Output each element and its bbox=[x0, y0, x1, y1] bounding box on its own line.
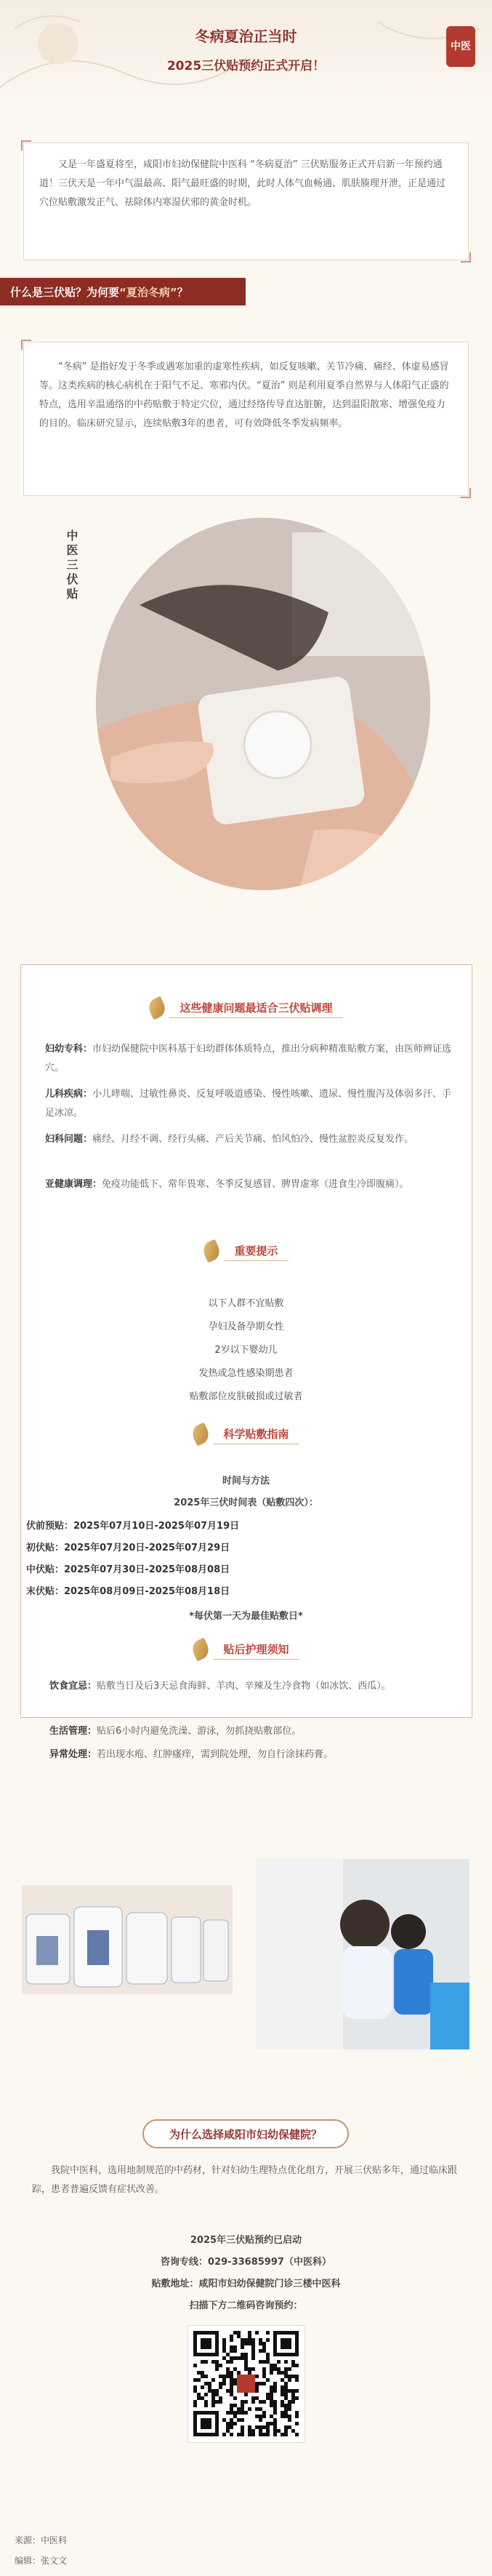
schedule-row: 中伏贴：2025年07月30日-2025年08月08日 bbox=[26, 1564, 230, 1575]
intro-paragraph: 又是一年盛夏将至，咸阳市妇幼保健院中医科 “冬病夏治” 三伏贴服务正式开启新一年预约通道！三伏天是一年中气温最高、阳气最旺盛的时期，此时人体气血畅通、肌肤腠理开泄，正是通过穴位贴敷激发正气、祛除体内寒湿伏邪的黄金时机。 bbox=[39, 159, 446, 208]
item-text: 小儿哮喘、过敏性鼻炎、反复呼吸道感染、慢性咳嗽、遗尿、慢性腹泻及体弱多汗、手足冰凉。 bbox=[45, 1089, 452, 1119]
corner-ornament bbox=[461, 252, 471, 263]
treatment-illustration bbox=[256, 1859, 469, 2049]
schedule-note: *每伏第一天为最佳贴敷日* bbox=[189, 1611, 303, 1622]
leaf-icon bbox=[201, 1239, 223, 1263]
tcm-seal: 中医 bbox=[446, 26, 475, 67]
schedule-heading bbox=[0, 1424, 492, 1444]
patch-illustration bbox=[96, 518, 430, 890]
suitable-heading-text: 这些健康问题最适合三伏贴调理 bbox=[169, 998, 342, 1018]
footer-source: 来源：中医科 bbox=[15, 2535, 68, 2545]
corner-ornament bbox=[461, 488, 471, 498]
qr-code-graphic bbox=[188, 2326, 305, 2442]
jars-illustration bbox=[22, 1885, 233, 1994]
item-text: 贴敷当日及后3天忌食海鲜、羊肉、辛辣及生冷食物（如冰饮、西瓜）。 bbox=[97, 1681, 391, 1692]
question-tail: ？ bbox=[177, 285, 188, 299]
question-accent: “夏治冬病” bbox=[119, 285, 177, 299]
suitable-item bbox=[45, 1040, 452, 1078]
suitable-item bbox=[45, 1130, 452, 1149]
suitable-heading bbox=[0, 998, 492, 1018]
definition-paragraph: “冬病” 是指好发于冬季或遇寒加重的虚寒性疾病，如反复咳嗽、关节冷痛、痛经、体虚易感冒等。这类疾病的核心病机在于阳气不足、寒邪内伏。“夏治” 则是利用夏季自然界与人体阳气正盛的特点，选用辛温通络的中药贴敷于特定穴位，通过经络传导直达脏腑，达到温阳散寒、增强免疫力的目的。临床研究显示，连续贴敷3年的患者，可有效降低冬季发病频率。 bbox=[39, 361, 449, 429]
reminder-line: 2岁以下婴幼儿 bbox=[214, 1345, 278, 1356]
page-subtitle: 2025三伏贴预约正式开启！ bbox=[166, 59, 326, 73]
item-text: 市妇幼保健院中医科基于妇幼群体体质特点，推出分病种精准贴敷方案，由医师辨证选穴。 bbox=[45, 1044, 452, 1073]
item-text: 若出现水疱、红肿瘙痒，需到院处理，勿自行涂抹药膏。 bbox=[97, 1749, 334, 1760]
jars-photo bbox=[22, 1885, 233, 1994]
why-paragraph: 我院中医科，选用地制规范的中药材，针对妇幼生理特点优化组方，开展三伏贴多年，通过临床跟踪，患者普遍反馈有症状改善。 bbox=[32, 2165, 458, 2195]
item-text: 贴后6小时内避免洗澡、游泳，勿抓挠贴敷部位。 bbox=[97, 1726, 302, 1737]
schedule-title: 时间与方法 bbox=[222, 1476, 270, 1487]
aftercare-item bbox=[49, 1722, 456, 1741]
footer-editor: 编辑：张文文 bbox=[15, 2556, 68, 2566]
schedule-row: 伏前预贴：2025年07月10日-2025年07月19日 bbox=[26, 1521, 240, 1532]
contact-phone: 咨询专线：029-33685997（中医科） bbox=[161, 2257, 331, 2268]
suitable-item bbox=[45, 1175, 452, 1194]
contact-address: 贴敷地址：咸阳市妇幼保健院门诊三楼中医科 bbox=[151, 2279, 341, 2289]
item-text: 痛经、月经不调、经行头痛、产后关节痛、怕风怕冷、慢性盆腔炎反复发作。 bbox=[92, 1134, 414, 1145]
qr-code[interactable] bbox=[187, 2325, 305, 2443]
treatment-photo bbox=[256, 1859, 469, 2049]
schedule-row: 末伏贴：2025年08月09日-2025年08月18日 bbox=[26, 1586, 230, 1597]
header-decoration bbox=[0, 0, 492, 109]
question-banner bbox=[0, 278, 246, 305]
item-label: 妇科问题： bbox=[45, 1134, 93, 1145]
schedule-subtitle: 2025年三伏时间表（贴敷四次）： bbox=[174, 1497, 318, 1508]
reminder-line: 发热或急性感染期患者 bbox=[198, 1368, 294, 1379]
item-text: 免疫功能低下、常年畏寒、冬季反复感冒、脾胃虚寒（进食生冷即腹痛）。 bbox=[102, 1179, 409, 1190]
reminder-heading bbox=[0, 1241, 492, 1261]
schedule-heading-text: 科学贴敷指南 bbox=[213, 1424, 299, 1444]
contact-line: 2025年三伏贴预约已启动 bbox=[190, 2235, 302, 2246]
leaf-icon bbox=[190, 1638, 212, 1662]
schedule-row: 初伏贴：2025年07月20日-2025年07月29日 bbox=[26, 1543, 230, 1553]
patch-photo bbox=[96, 518, 430, 890]
corner-ornament bbox=[21, 140, 31, 151]
aftercare-item bbox=[49, 1745, 456, 1764]
reminder-line: 贴敷部位皮肤破损或过敏者 bbox=[189, 1391, 303, 1402]
aftercare-item bbox=[49, 1677, 456, 1696]
item-label: 生活管理： bbox=[49, 1726, 97, 1737]
item-label: 异常处理： bbox=[49, 1749, 97, 1760]
page-title: 冬病夏治正当时 bbox=[195, 28, 297, 45]
item-label: 儿科疾病： bbox=[45, 1089, 93, 1100]
leaf-icon bbox=[146, 996, 169, 1020]
reminder-heading-text: 重要提示 bbox=[224, 1241, 288, 1261]
header-banner bbox=[0, 0, 492, 109]
item-label: 亚健康调理： bbox=[45, 1179, 102, 1190]
leaf-icon bbox=[190, 1423, 212, 1447]
item-label: 饮食宜忌： bbox=[49, 1681, 97, 1692]
reminder-line: 孕妇及备孕期女性 bbox=[208, 1321, 284, 1332]
corner-ornament bbox=[21, 340, 31, 350]
contact-qr-prompt: 扫描下方二维码咨询预约： bbox=[189, 2300, 303, 2311]
why-banner: 为什么选择咸阳市妇幼保健院？ bbox=[142, 2119, 349, 2148]
reminder-line: 以下人群不宜贴敷 bbox=[208, 1298, 284, 1309]
vertical-label: 中医三伏贴 bbox=[65, 529, 78, 602]
question-lead: 什么是三伏贴？为何要 bbox=[10, 285, 120, 299]
aftercare-heading-text: 贴后护理须知 bbox=[213, 1639, 299, 1660]
suitable-item bbox=[45, 1085, 452, 1123]
item-label: 妇幼专科： bbox=[45, 1044, 93, 1055]
aftercare-heading bbox=[0, 1639, 492, 1660]
